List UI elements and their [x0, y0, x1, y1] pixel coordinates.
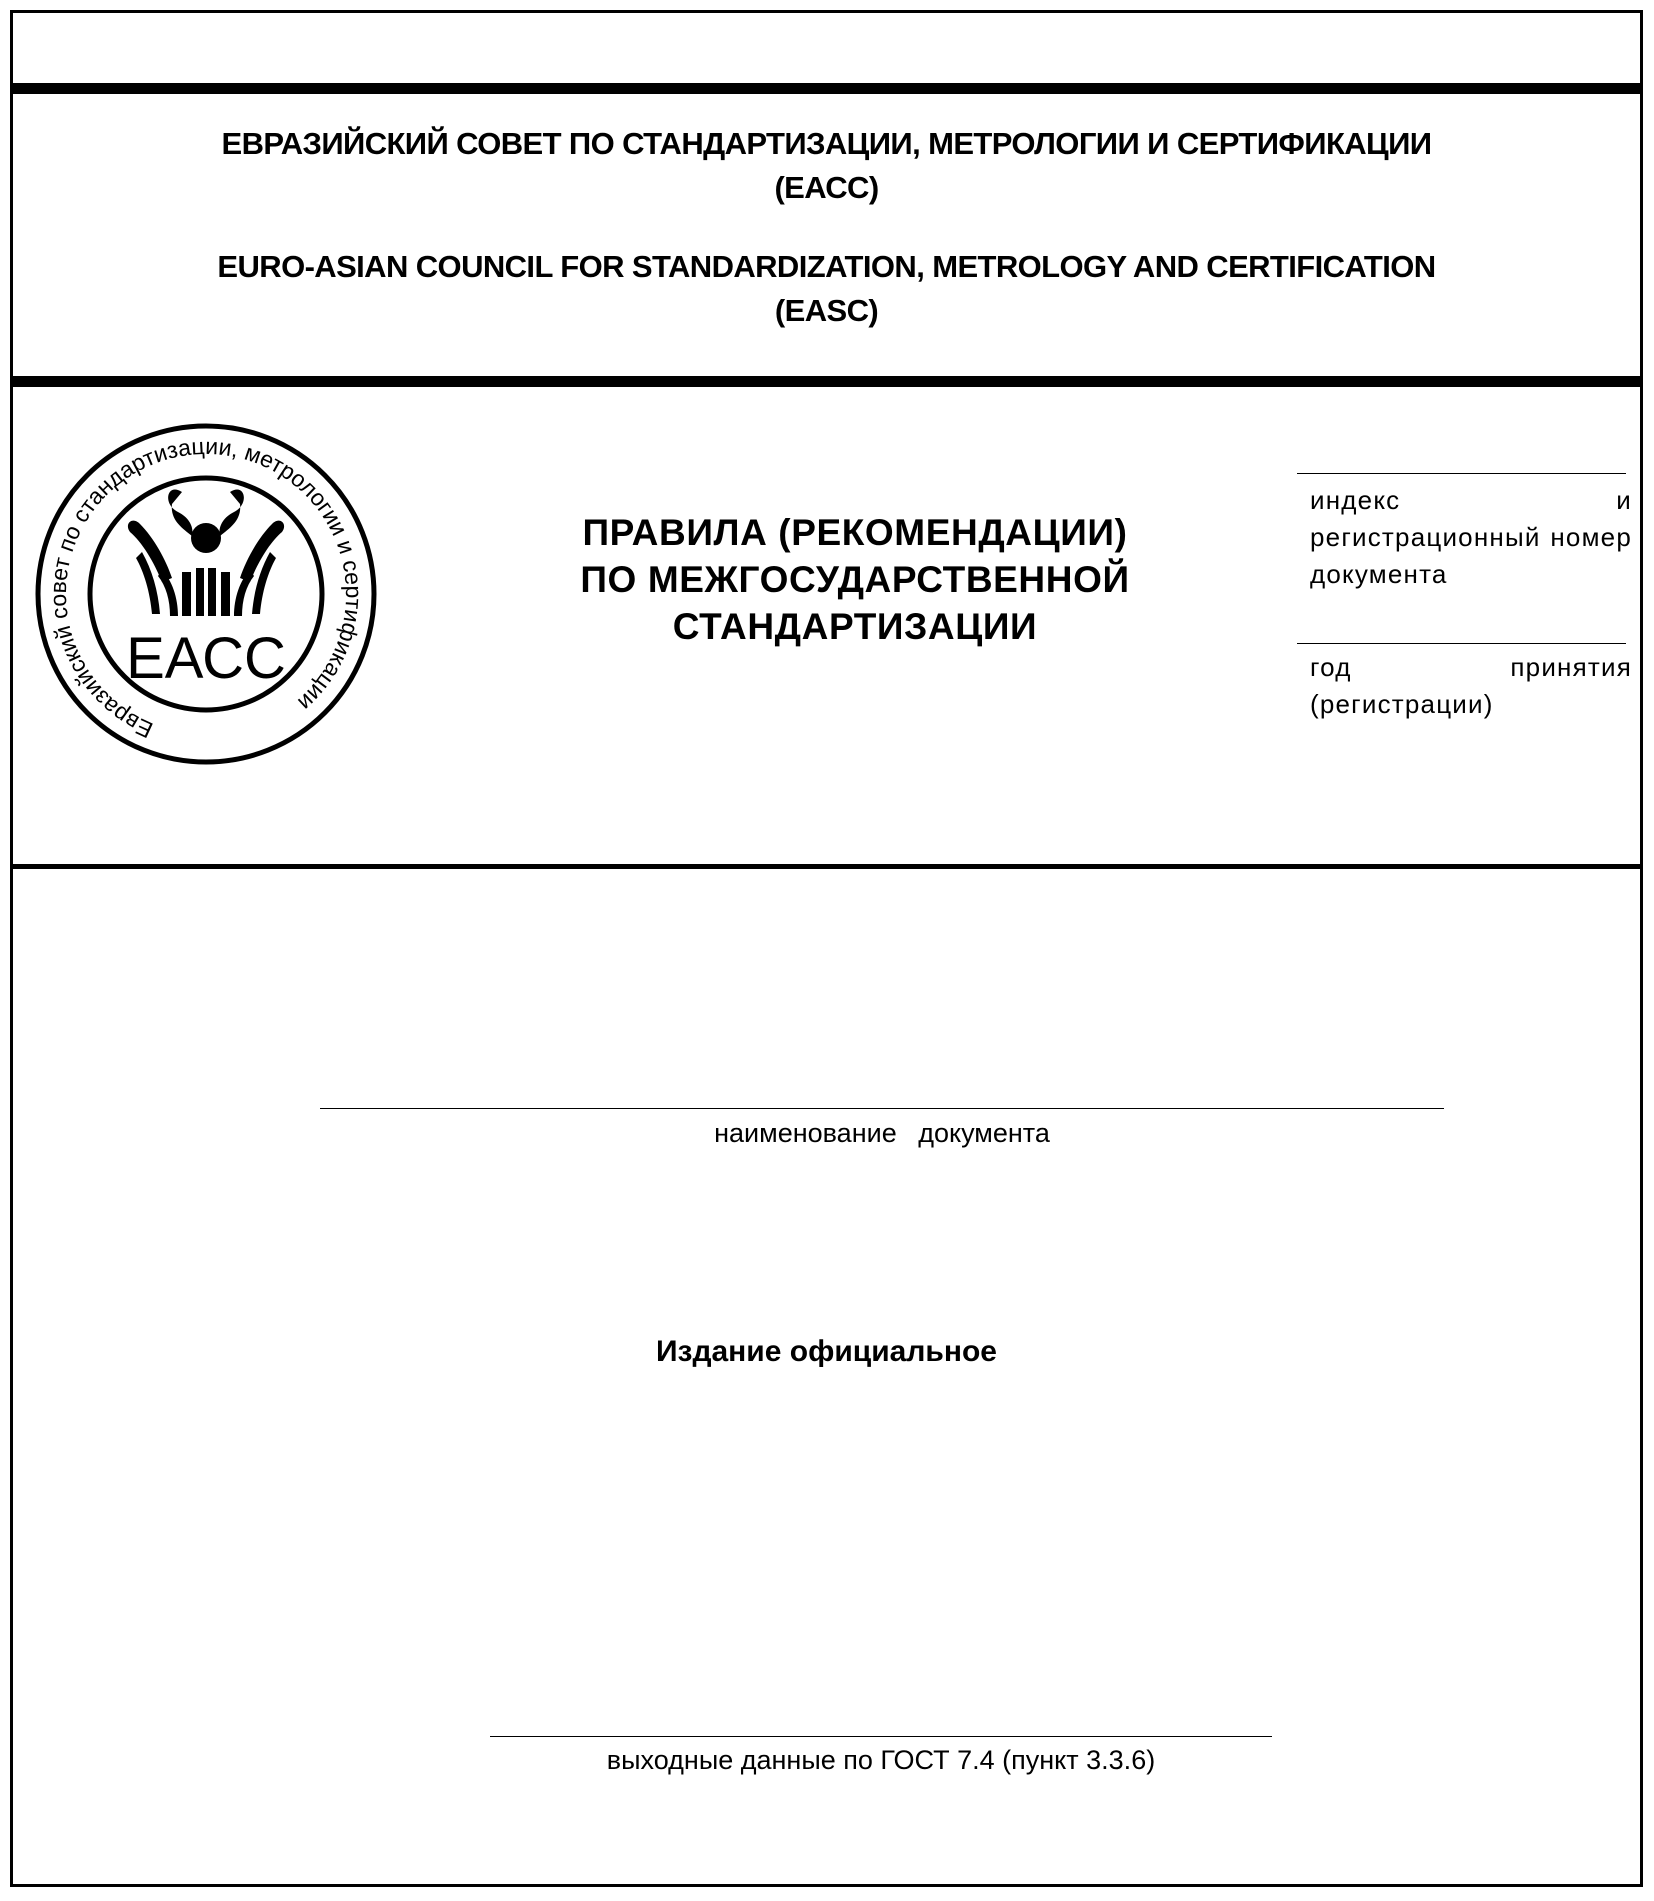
official-edition-label: Издание официальное	[655, 1335, 997, 1368]
document-name-line	[320, 1108, 1444, 1109]
document-type-title-line3: СТАНДАРТИЗАЦИИ	[672, 606, 1038, 647]
emblem-center-text: ЕАСС	[126, 626, 286, 691]
council-name-ru: ЕВРАЗИЙСКИЙ СОВЕТ ПО СТАНДАРТИЗАЦИИ, МЕТРОЛОГИИ И СЕРТИФИКАЦИИ	[221, 126, 1432, 161]
emblem-ring-text: Евразийский совет по стандартизации, метрологии и сертификации	[44, 432, 368, 744]
index-field-label: индекс и регистрационный номер документа	[1310, 485, 1632, 589]
title-divider	[10, 864, 1643, 869]
index-field-line	[1297, 473, 1626, 474]
year-field-line	[1297, 643, 1626, 644]
emblem-symbol	[128, 489, 284, 616]
document-name-label: наименование документа	[714, 1118, 1050, 1148]
document-type-title-line1: ПРАВИЛА (РЕКОМЕНДАЦИИ)	[582, 512, 1128, 553]
council-name-en: EURO-ASIAN COUNCIL FOR STANDARDIZATION, METROLOGY AND CERTIFICATION	[217, 249, 1436, 284]
header-divider	[10, 376, 1643, 387]
council-abbr-en: (EASC)	[774, 293, 879, 328]
imprint-label: выходные данные по ГОСТ 7.4 (пункт 3.3.6)	[606, 1745, 1156, 1775]
imprint-line	[490, 1736, 1272, 1737]
top-divider	[10, 83, 1643, 94]
easc-emblem	[32, 420, 380, 768]
document-type-title-line2: ПО МЕЖГОСУДАРСТВЕННОЙ	[580, 559, 1130, 600]
council-abbr-ru: (ЕАСС)	[774, 170, 879, 205]
year-field-label: год принятия (регистрации)	[1310, 652, 1632, 719]
